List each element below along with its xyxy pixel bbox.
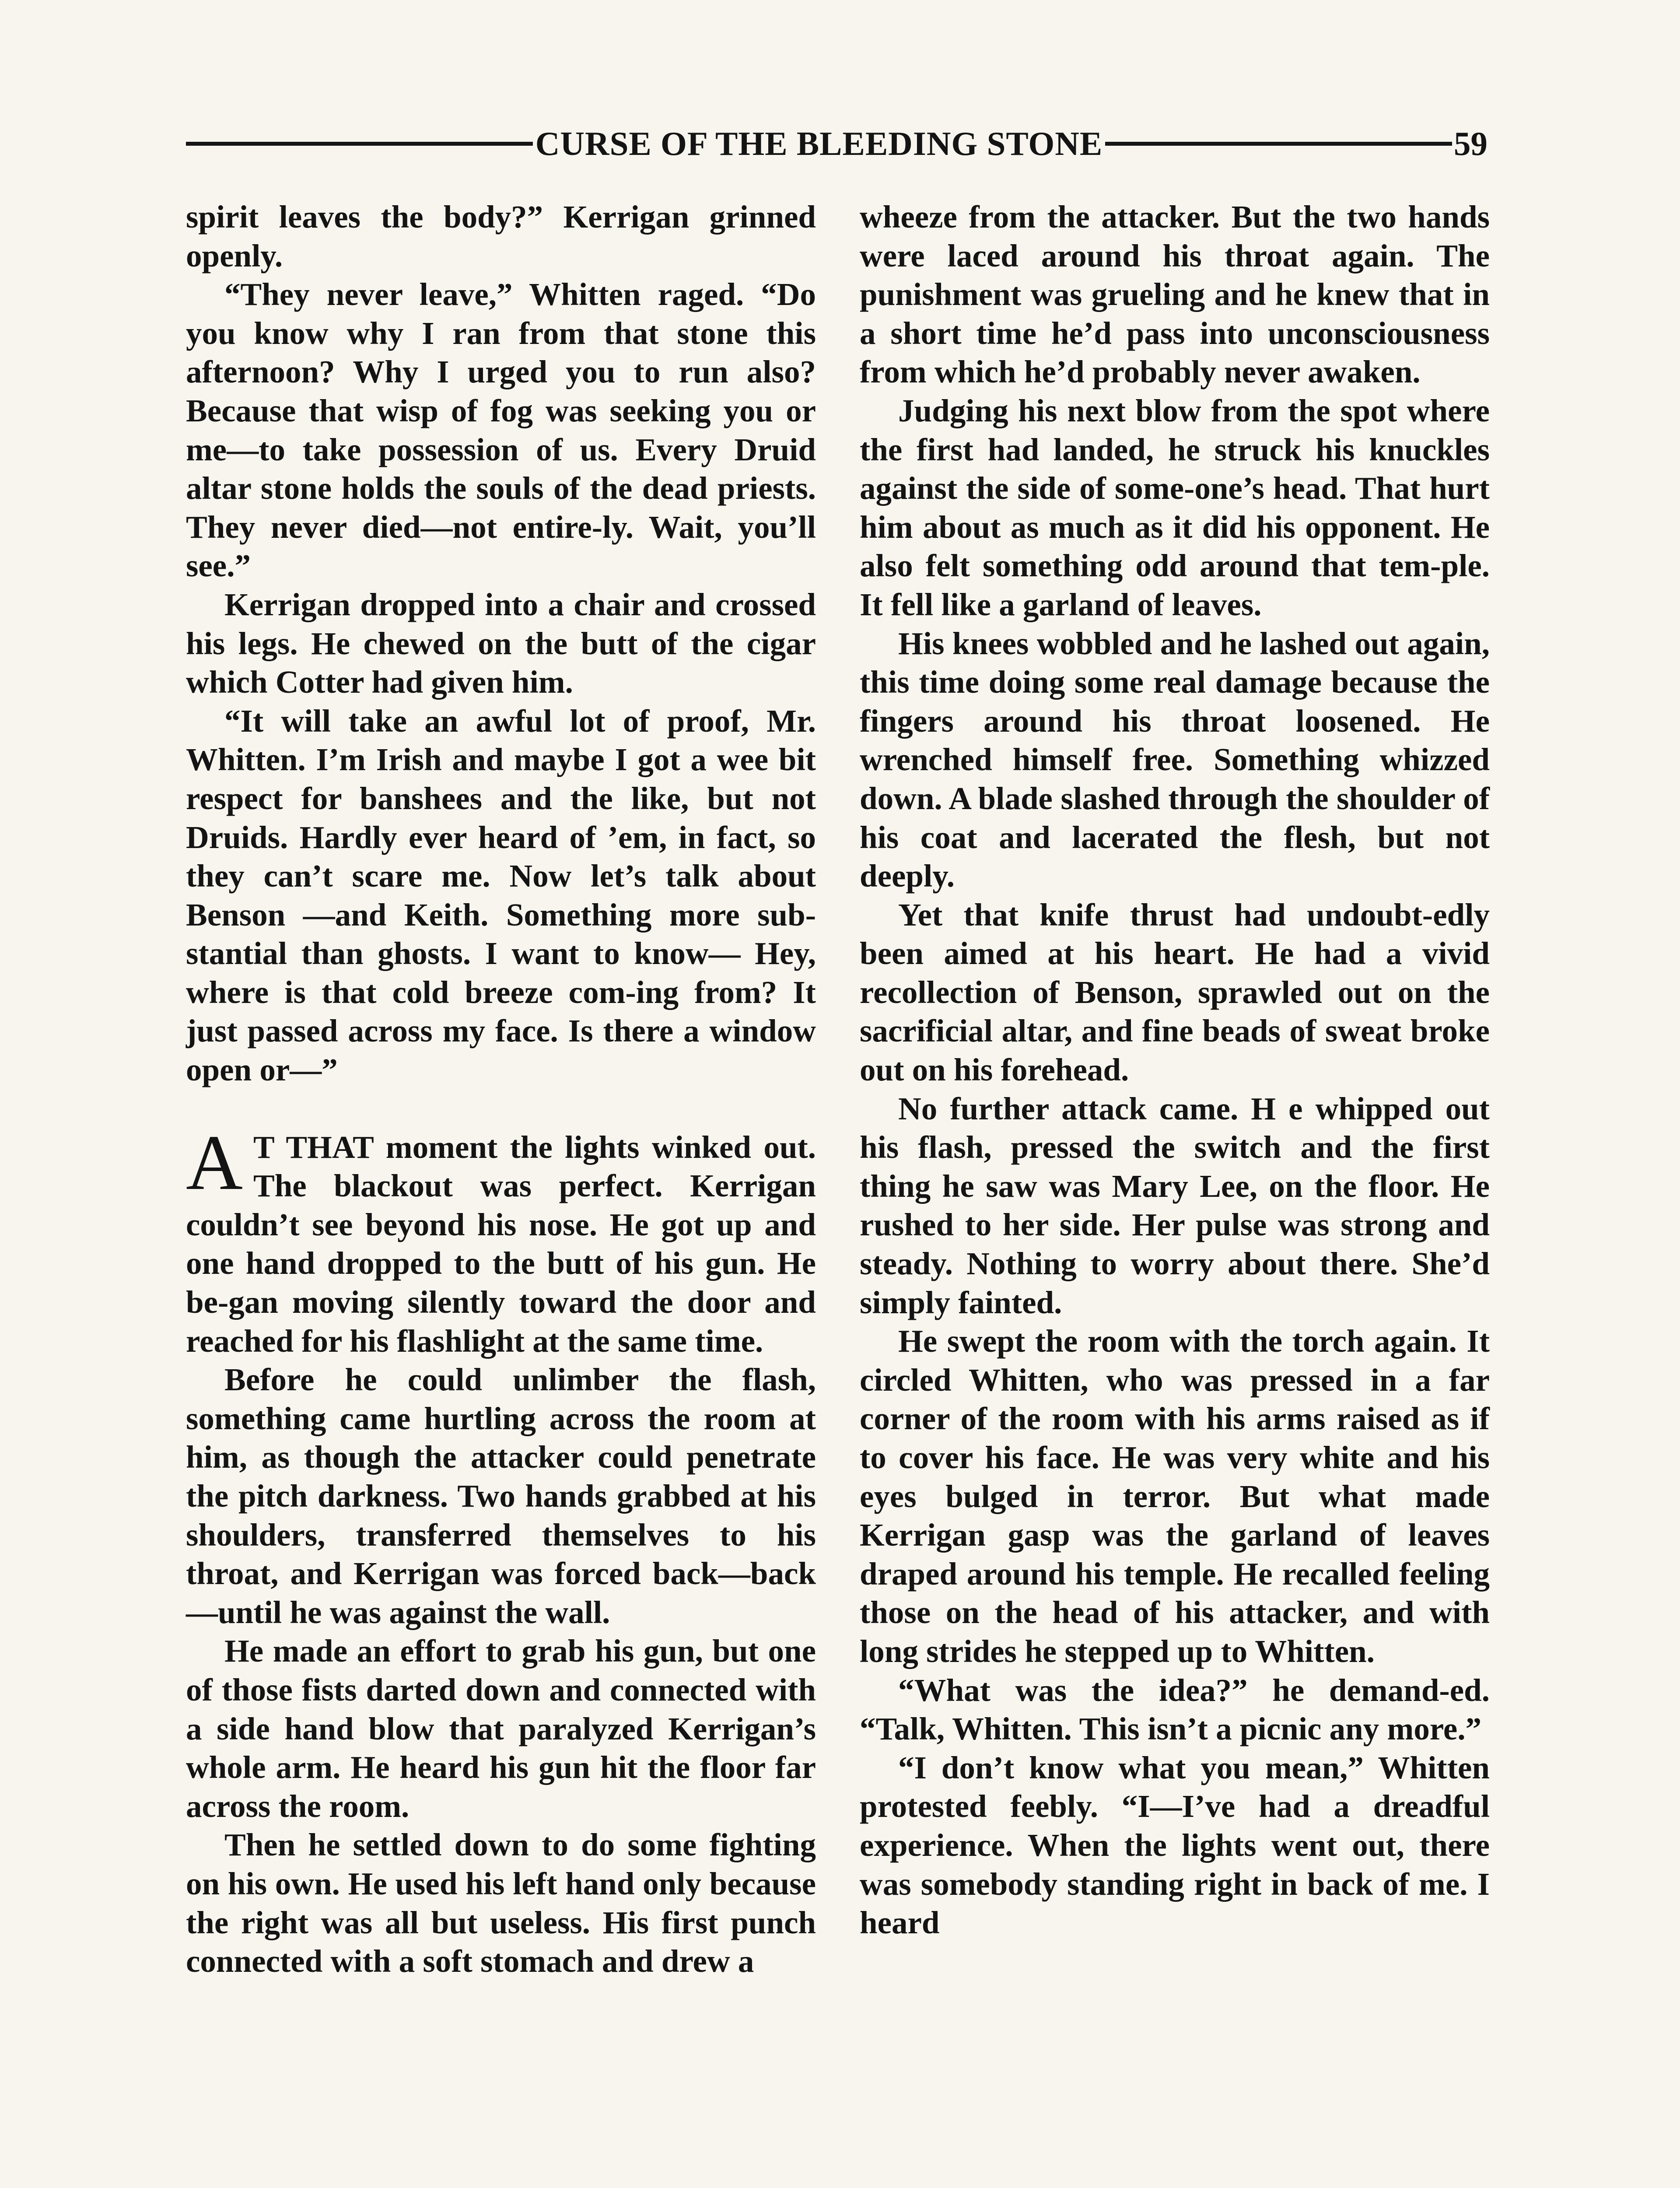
drop-cap: A (186, 1119, 243, 1206)
paragraph: Yet that knife thrust had undoubt-edly been aimed at his heart. He had a vivid recollection of Benson, sprawled out on the sacrificial altar, and fine beads of sweat broke out on his forehead. (860, 897, 1490, 1088)
paragraph: Before he could unlimber the flash, something came hurtling across the room at him, as though the attacker could penetrate the pitch darkness. Two hands grabbed at his shoulders, transferred themselves to his throat, and Kerrigan was forced back—back —until he was against the wall. (186, 1362, 816, 1630)
paragraph: spirit leaves the body?” Kerrigan grinned openly. (186, 199, 816, 274)
paragraph: “They never leave,” Whitten raged. “Do you know why I ran from that stone this afternoon? Why I urged you to run also? Because that wisp of fog was seeking you or me—to take possession of us. Every Druid altar stone holds the souls of the dead priests. They never died—not entire-ly. Wait, you’ll see.” (186, 277, 816, 584)
paragraph: Judging his next blow from the spot where the first had landed, he struck his knuckles against the side of some-one’s head. That hurt him about as much as it did his opponent. He also felt something odd around that tem-ple. It fell like a garland of leaves. (860, 393, 1490, 622)
section-start-paragraph (186, 1119, 816, 1361)
paragraph: “I don’t know what you mean,” Whitten protested feebly. “I—I’ve had a dreadful experience. When the lights went out, there was somebody standing right in back of me. I heard (860, 1750, 1490, 1941)
paragraph-text: T THAT moment the lights winked out. The blackout was perfect. Kerrigan couldn’t see beyond his nose. He got up and one hand dropped to the butt of his gun. He be-gan moving silently toward the door and reached for his flashlight at the same time. (186, 1129, 816, 1359)
header-rule-left (186, 142, 533, 146)
page-number: 59 (1454, 124, 1488, 162)
paragraph: Kerrigan dropped into a chair and crossed his legs. He chewed on the butt of the cigar which Cotter had given him. (186, 586, 816, 700)
header-rule-right (1105, 142, 1452, 146)
left-text-column (186, 198, 816, 1981)
running-header (186, 122, 1488, 165)
paragraph: He swept the room with the torch again. It circled Whitten, who was pressed in a far corner of the room with his arms raised as if to cover his face. He was very white and his eyes bulged in terror. But what made Kerrigan gasp was the garland of leaves draped around his temple. He recalled feeling those on the head of his attacker, and with long strides he stepped up to Whitten. (860, 1323, 1490, 1669)
paragraph: He made an effort to grab his gun, but one of those fists darted down and connected with a side hand blow that paralyzed Kerrigan’s whole arm. He heard his gun hit the floor far across the room. (186, 1633, 816, 1824)
paragraph: No further attack came. H e whipped out his flash, pressed the switch and the first thing he saw was Mary Lee, on the floor. He rushed to her side. Her pulse was strong and steady. Nothing to worry about there. She’d simply fainted. (860, 1090, 1490, 1320)
paragraph: Then he settled down to do some fighting on his own. He used his left hand only because the right was all but useless. His first punch connected with a soft stomach and drew a (186, 1827, 816, 1979)
paragraph: wheeze from the attacker. But the two hands were laced around his throat again. The punishment was grueling and he knew that in a short time he’d pass into unconsciousness from which he’d probably never awaken. (860, 199, 1490, 390)
right-text-column (860, 198, 1490, 1943)
story-title: CURSE OF THE BLEEDING STONE (535, 124, 1103, 162)
paragraph: “What was the idea?” he demand-ed. “Talk, Whitten. This isn’t a picnic any more.” (860, 1672, 1490, 1747)
paragraph: His knees wobbled and he lashed out again, this time doing some real damage because the fingers around his throat loosened. He wrenched himself free. Something whizzed down. A blade slashed through the shoulder of his coat and lacerated the flesh, but not deeply. (860, 625, 1490, 894)
paragraph: “It will take an awful lot of proof, Mr. Whitten. I’m Irish and maybe I got a wee bit respect for banshees and the like, but not Druids. Hardly ever heard of ’em, in fact, so they can’t scare me. Now let’s talk about Benson —and Keith. Something more sub-stantial than ghosts. I want to know— Hey, where is that cold breeze com-ing from? It just passed across my face. Is there a window open or—” (186, 703, 816, 1088)
